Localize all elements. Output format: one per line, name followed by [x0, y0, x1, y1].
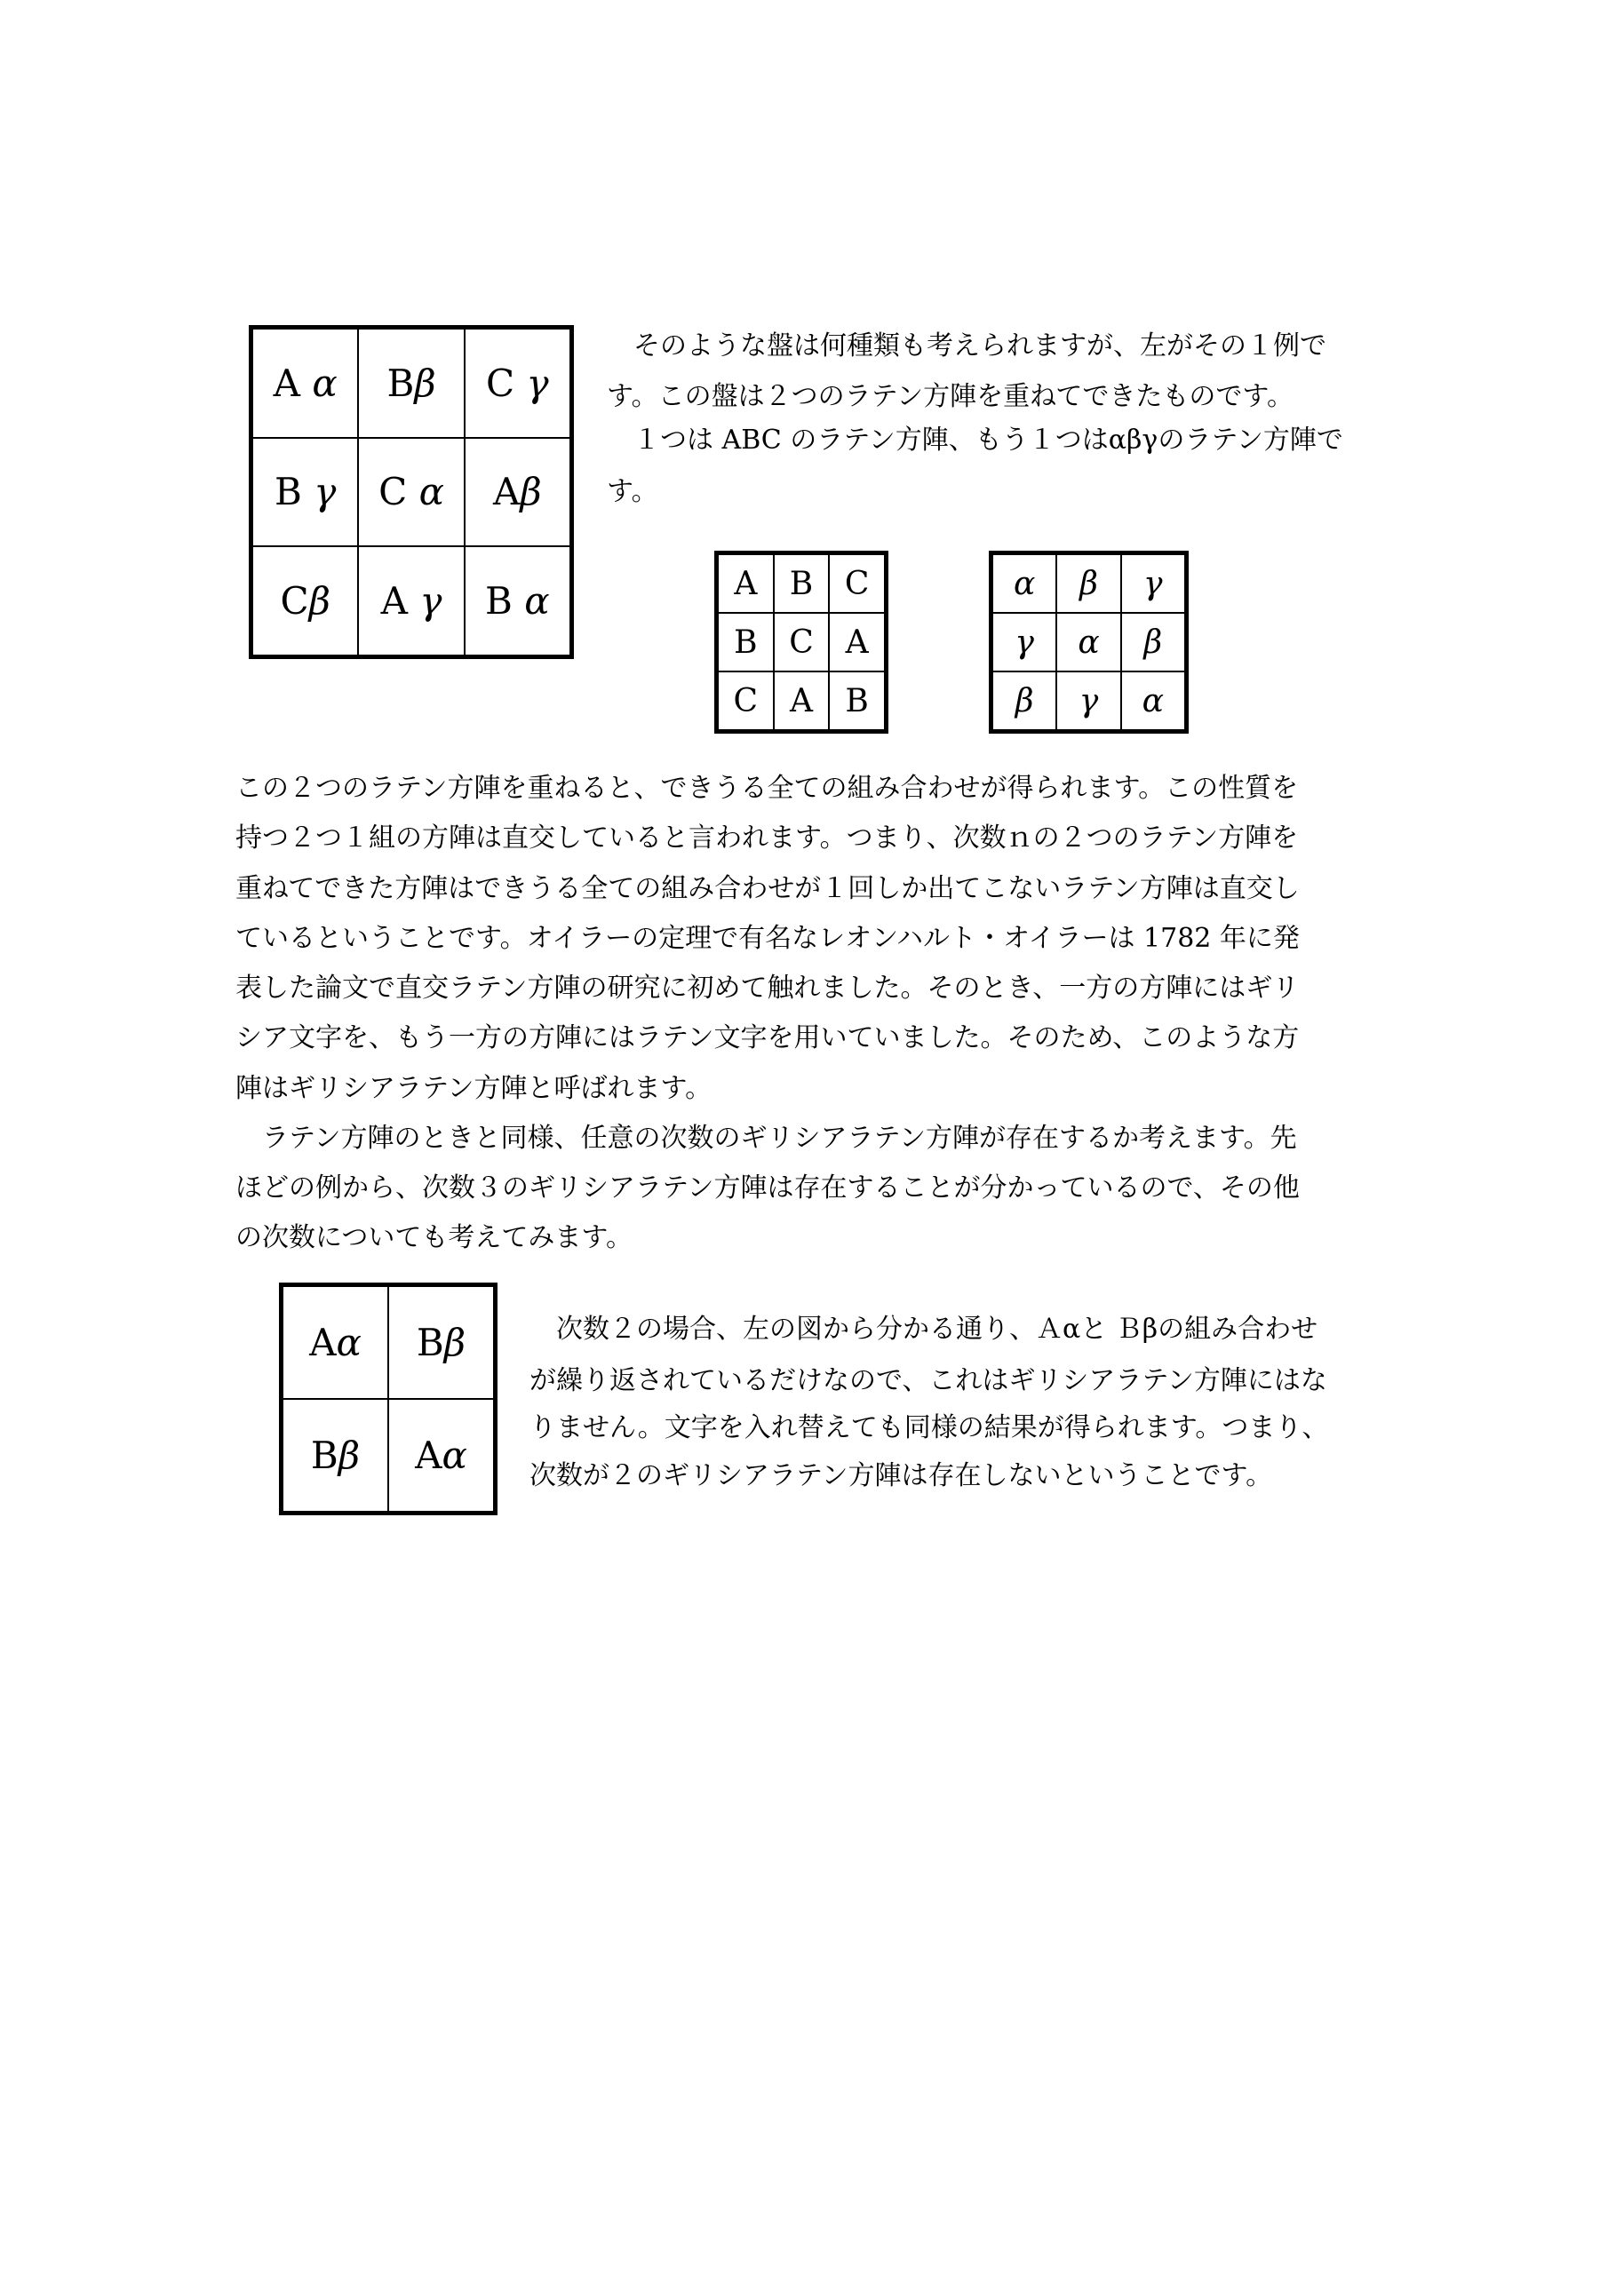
- cell: β: [1121, 613, 1187, 671]
- cell: B γ: [251, 438, 359, 547]
- latin-square-abc: [714, 551, 888, 734]
- cell: γ: [1121, 553, 1187, 614]
- text-line: 次数２の場合、左の図から分かる通り、Ａαと Ｂβの組み合わせ: [529, 1314, 1318, 1345]
- cell: C γ: [465, 328, 572, 438]
- text-line: 重ねてできた方陣はできうる全ての組み合わせが１回しか出てこないラテン方陣は直交し: [235, 873, 1300, 904]
- text-line: が繰り返されているだけなので、これはギリシアラテン方陣にはな: [529, 1365, 1327, 1396]
- text-line: ラテン方陣のときと同様、任意の次数のギリシアラテン方陣が存在するか考えます。先: [235, 1123, 1297, 1154]
- cell: C: [717, 671, 774, 732]
- text-line: シア文字を、もう一方の方陣にはラテン文字を用いていました。そのため、このような方: [235, 1022, 1300, 1053]
- cell: α: [991, 553, 1057, 614]
- text-line: す。この盤は２つのラテン方陣を重ねてできたものです。: [607, 381, 1294, 412]
- cell: Aβ: [465, 438, 572, 547]
- cell: A: [774, 671, 830, 732]
- cell: C: [829, 553, 886, 614]
- cell: β: [1056, 553, 1120, 614]
- text-line: の次数についても考えてみます。: [235, 1222, 633, 1253]
- text-line: す。: [607, 476, 658, 507]
- cell: β: [991, 671, 1057, 732]
- text-line: りません。文字を入れ替えても同様の結果が得られます。つまり、: [529, 1412, 1329, 1443]
- text-line: 表した論文で直交ラテン方陣の研究に初めて触れました。そのとき、一方の方陣にはギリ: [235, 973, 1300, 1004]
- text-line: そのような盤は何種類も考えられますが、左がその１例で: [607, 330, 1326, 361]
- text-line: 次数が２のギリシアラテン方陣は存在しないということです。: [529, 1460, 1273, 1491]
- cell: Aα: [388, 1399, 496, 1513]
- cell: Cβ: [251, 546, 359, 656]
- latin-square-greek: [989, 551, 1189, 734]
- cell: Aα: [282, 1285, 389, 1400]
- cell: Bβ: [388, 1285, 496, 1400]
- cell: α: [1056, 613, 1120, 671]
- cell: A γ: [358, 546, 464, 656]
- cell: B: [717, 613, 774, 671]
- cell: Bβ: [282, 1399, 389, 1513]
- text-line: 陣はギリシアラテン方陣と呼ばれます。: [235, 1073, 712, 1104]
- cell: A: [717, 553, 774, 614]
- cell: C α: [358, 438, 464, 547]
- cell: C: [774, 613, 830, 671]
- text-line: 持つ２つ１組の方陣は直交していると言われます。つまり、次数ｎの２つのラテン方陣を: [235, 822, 1299, 854]
- cell: γ: [991, 613, 1057, 671]
- cell: B α: [465, 546, 572, 656]
- greco-latin-square-order-3: [249, 325, 574, 659]
- text-line: １つは ABC のラテン方陣、もう１つはαβγのラテン方陣で: [607, 425, 1343, 456]
- square-order-2: [279, 1283, 498, 1515]
- cell: B: [774, 553, 830, 614]
- cell: A: [829, 613, 886, 671]
- text-line: ほどの例から、次数３のギリシアラテン方陣は存在することが分かっているので、その他: [235, 1172, 1300, 1204]
- text-line: ているということです。オイラーの定理で有名なレオンハルト・オイラーは 1782 年に発: [235, 923, 1300, 954]
- cell: γ: [1056, 671, 1120, 732]
- cell: A α: [251, 328, 359, 438]
- cell: Bβ: [358, 328, 464, 438]
- text-line: この２つのラテン方陣を重ねると、できうる全ての組み合わせが得られます。この性質を: [235, 773, 1299, 804]
- cell: B: [829, 671, 886, 732]
- cell: α: [1121, 671, 1187, 732]
